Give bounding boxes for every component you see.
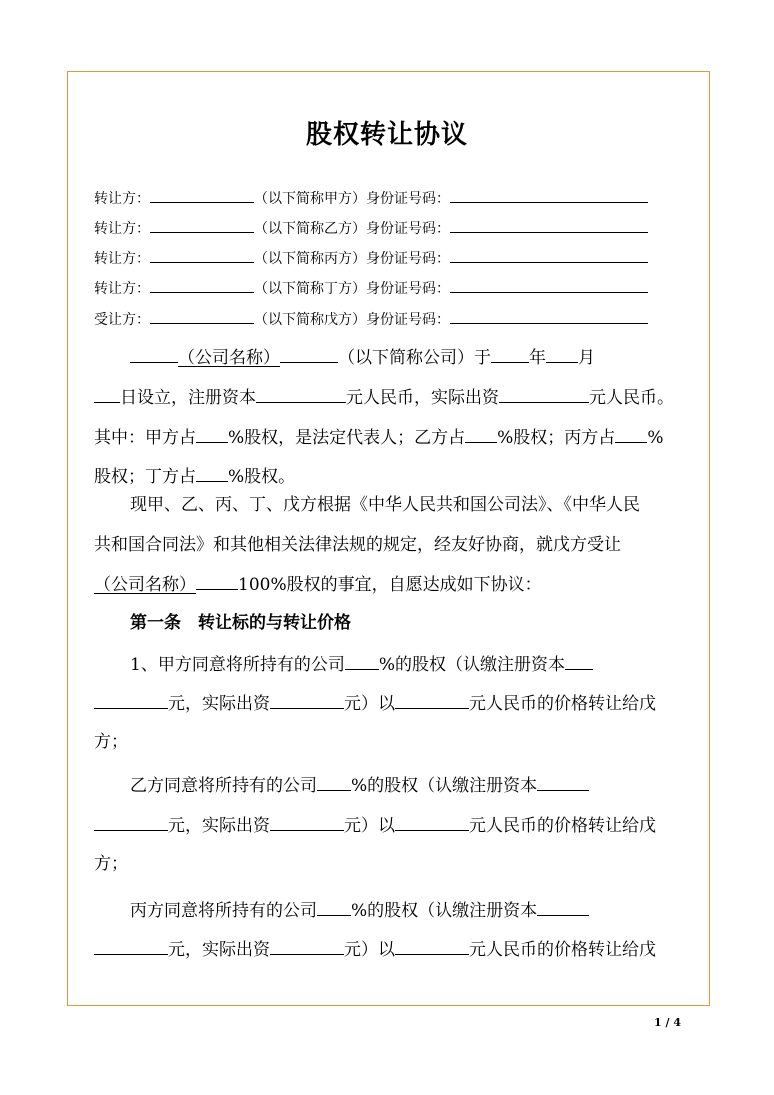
text: 元人民币的价格转让给戊	[469, 694, 656, 714]
id-blank[interactable]	[450, 188, 648, 203]
party-row	[94, 218, 648, 238]
text: %的股权（认缴注册资本	[351, 776, 538, 796]
blank[interactable]	[130, 345, 178, 363]
text: 1、甲方同意将所持有的公司	[130, 655, 345, 675]
clause-line	[130, 773, 589, 797]
id-blank[interactable]	[450, 218, 648, 233]
blank[interactable]	[94, 813, 168, 831]
party-row	[94, 309, 648, 329]
text: 丙方同意将所持有的公司	[130, 901, 317, 921]
text: 其中：甲方占	[94, 428, 196, 448]
clause-line	[130, 652, 593, 676]
id-label: 身份证号码：	[366, 312, 450, 328]
text: 月	[578, 348, 595, 368]
text-line: 共和国合同法》和其他相关法律法规的规定，经友好协商，就戊方受让	[94, 535, 621, 555]
blank[interactable]	[270, 937, 344, 955]
text: 元，实际出资	[168, 694, 270, 714]
text: %	[647, 428, 664, 448]
id-label: 身份证号码：	[366, 281, 450, 297]
text: 元）以	[344, 694, 395, 714]
document-title: 股权转让协议	[305, 120, 468, 150]
year-blank[interactable]	[491, 345, 529, 363]
name-blank[interactable]	[150, 218, 254, 233]
clause-line: 方；	[94, 732, 128, 752]
blank[interactable]	[280, 345, 338, 363]
text: %股权；丙方占	[497, 428, 616, 448]
text: %股权，是法定代表人；乙方占	[228, 428, 466, 448]
text: 元，实际出资	[168, 816, 270, 836]
blank[interactable]	[196, 572, 238, 590]
text: 元）以	[344, 940, 395, 960]
text: 年	[529, 348, 546, 368]
text: 乙方同意将所持有的公司	[130, 776, 317, 796]
party-row	[94, 188, 648, 208]
name-blank[interactable]	[150, 309, 254, 324]
party-role: 转让方：	[94, 191, 150, 207]
text: 股权；丁方占	[94, 467, 196, 487]
text: 元，实际出资	[168, 940, 270, 960]
blank[interactable]	[94, 691, 168, 709]
article-heading: 第一条 转让标的与转让价格	[130, 613, 351, 633]
blank[interactable]	[565, 652, 593, 670]
text: 元人民币的价格转让给戊	[469, 816, 656, 836]
party-row	[94, 278, 648, 298]
text: 100%股权的事宜，自愿达成如下协议：	[238, 575, 542, 595]
text: 元人民币，实际出资	[346, 388, 499, 408]
name-blank[interactable]	[150, 188, 254, 203]
company-name: （公司名称）	[178, 348, 280, 368]
company-line	[130, 345, 595, 369]
blank[interactable]	[94, 937, 168, 955]
id-label: 身份证号码：	[366, 251, 450, 267]
name-blank[interactable]	[150, 248, 254, 263]
share-line	[94, 464, 295, 488]
text-line	[94, 572, 542, 596]
share-line	[94, 425, 663, 449]
text: 日设立，注册资本	[120, 388, 256, 408]
capital-blank[interactable]	[256, 385, 346, 403]
blank[interactable]	[537, 773, 589, 791]
blank[interactable]	[270, 691, 344, 709]
text-line: 现甲、乙、丙、丁、戊方根据《中华人民共和国公司法》、《中华人民	[130, 495, 640, 515]
blank[interactable]	[270, 813, 344, 831]
clause-line: 方；	[94, 854, 128, 874]
text: 元人民币的价格转让给戊	[469, 940, 656, 960]
blank[interactable]	[465, 425, 497, 443]
blank[interactable]	[345, 652, 379, 670]
text: 元人民币。	[589, 388, 674, 408]
blank[interactable]	[317, 898, 351, 916]
party-role: 转让方：	[94, 281, 150, 297]
capital-line	[94, 385, 674, 409]
clause-line	[94, 937, 656, 961]
clause-line	[94, 813, 656, 837]
blank[interactable]	[395, 691, 469, 709]
text: 元）以	[344, 816, 395, 836]
paid-blank[interactable]	[499, 385, 589, 403]
text: （以下简称公司）于	[338, 348, 491, 368]
party-alias: （以下简称戊方）	[254, 312, 366, 328]
party-alias: （以下简称丁方）	[254, 281, 366, 297]
company-name: （公司名称）	[94, 575, 196, 595]
day-blank[interactable]	[94, 385, 120, 403]
blank[interactable]	[196, 425, 228, 443]
name-blank[interactable]	[150, 278, 254, 293]
id-blank[interactable]	[450, 248, 648, 263]
text: %的股权（认缴注册资本	[378, 655, 565, 675]
party-row	[94, 248, 648, 268]
blank[interactable]	[395, 937, 469, 955]
page-number: 1 / 4	[654, 1016, 681, 1029]
month-blank[interactable]	[546, 345, 578, 363]
id-blank[interactable]	[450, 309, 648, 324]
party-alias: （以下简称丙方）	[254, 251, 366, 267]
id-label: 身份证号码：	[366, 191, 450, 207]
party-role: 受让方：	[94, 312, 150, 328]
text: %股权。	[228, 467, 296, 487]
clause-line	[94, 691, 656, 715]
party-alias: （以下简称乙方）	[254, 221, 366, 237]
blank[interactable]	[395, 813, 469, 831]
blank[interactable]	[537, 898, 589, 916]
id-blank[interactable]	[450, 278, 648, 293]
party-role: 转让方：	[94, 251, 150, 267]
id-label: 身份证号码：	[366, 221, 450, 237]
blank[interactable]	[615, 425, 647, 443]
text: %的股权（认缴注册资本	[351, 901, 538, 921]
clause-line	[130, 898, 589, 922]
blank[interactable]	[196, 464, 228, 482]
party-alias: （以下简称甲方）	[254, 191, 366, 207]
blank[interactable]	[317, 773, 351, 791]
party-role: 转让方：	[94, 221, 150, 237]
